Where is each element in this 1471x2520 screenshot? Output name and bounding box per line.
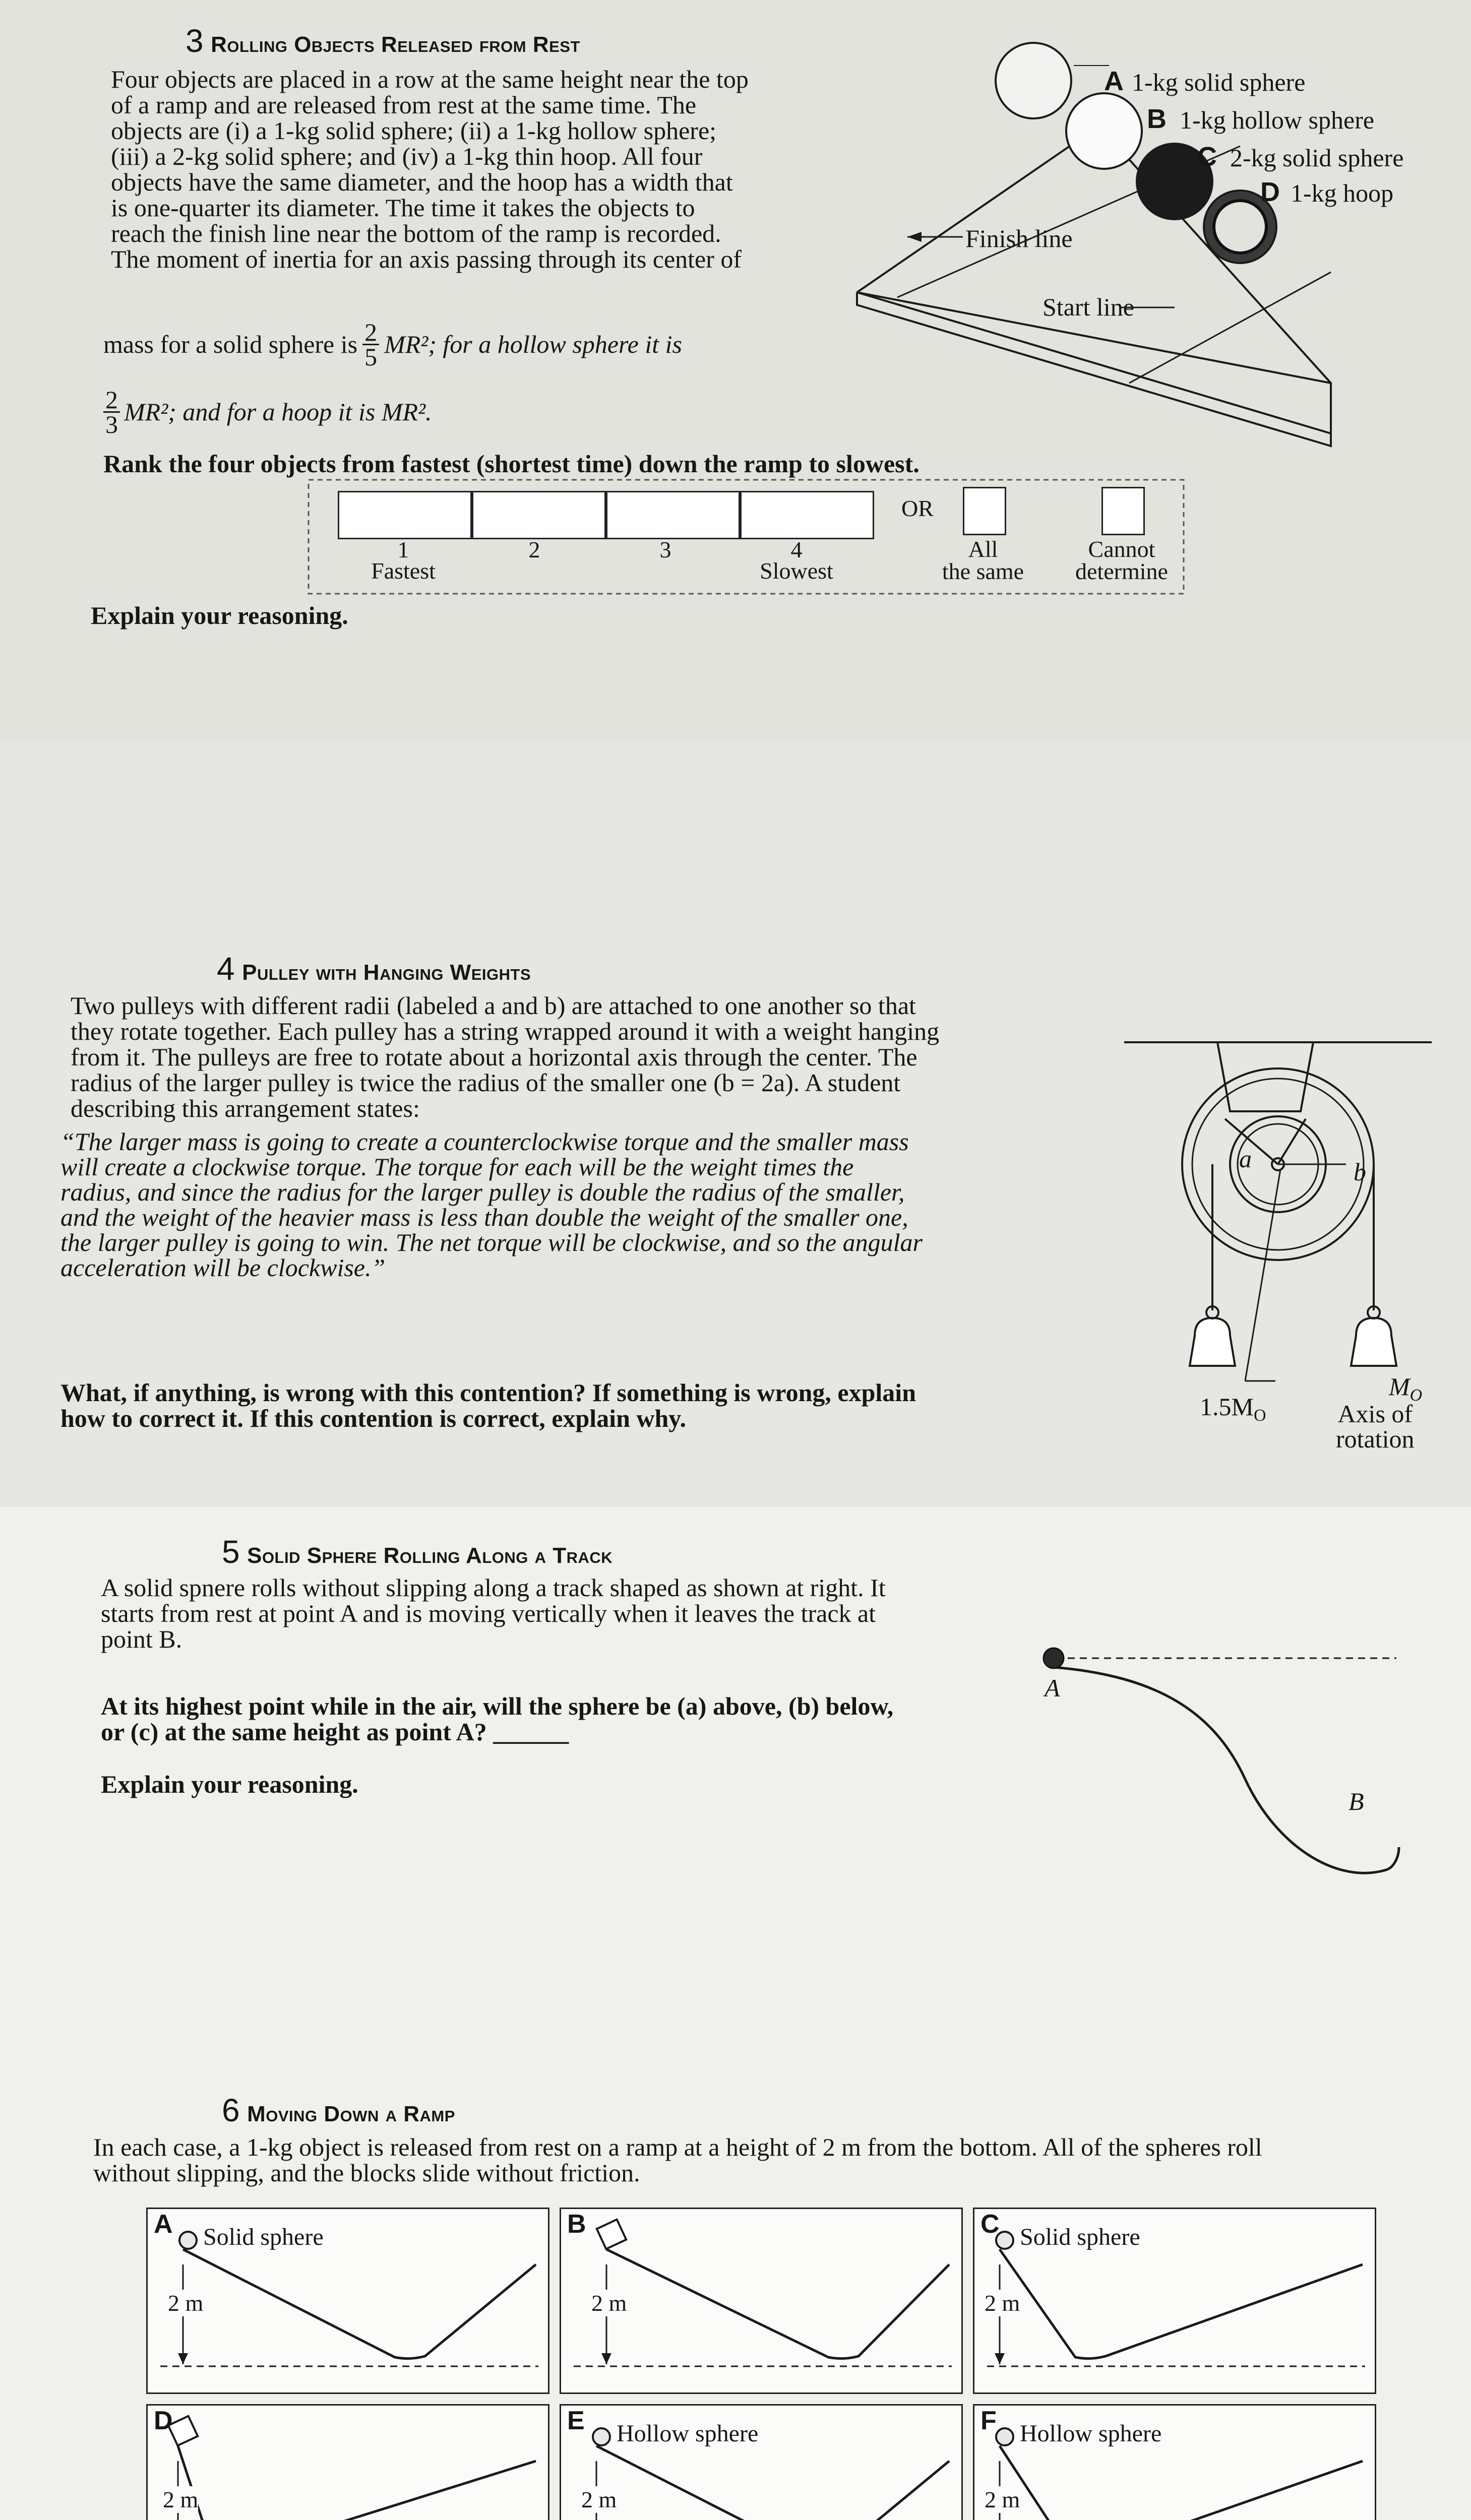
problem-6-title: 6 Moving Down a Ramp — [222, 2092, 455, 2128]
p4-line: describing this arrangement states: — [71, 1094, 420, 1122]
panel-height-label: 2 m — [581, 2487, 617, 2512]
large-radius-label: b — [1354, 1158, 1366, 1186]
ramp-panel-c — [973, 2208, 1376, 2394]
ramp-panel-d — [146, 2404, 549, 2520]
panel-letter: F — [980, 2406, 997, 2435]
point-b-label: B — [1349, 1787, 1364, 1815]
height-arrowhead — [178, 2353, 188, 2364]
left-mass-label: $1.5M_O$ — [1200, 1393, 1266, 1425]
quote-line: the larger pulley is going to win. The net torque will be clockwise, and so the angular — [60, 1228, 923, 1256]
panel-object-label: Hollow sphere — [1020, 2420, 1162, 2447]
page-section-pulley — [0, 741, 1471, 1507]
student-quote — [60, 1129, 1119, 1280]
rank-label: 2 — [528, 537, 540, 562]
hoop-label: 1-kg hoop — [1291, 179, 1394, 207]
p3-line: objects are (i) a 1-kg solid sphere; (ii) a 1-kg hollow sphere; — [111, 116, 717, 145]
p3-line: reach the finish line near the bottom of the ramp is recorded. — [111, 219, 721, 247]
p5-line: starts from rest at point A and is moving vertically when it leaves the track at — [101, 1599, 876, 1627]
sphere-object — [996, 2428, 1013, 2445]
right-mass-label: $M_O$ — [1389, 1372, 1423, 1405]
pulley-question — [60, 1380, 1119, 1431]
sphere-object — [593, 2428, 610, 2445]
small-radius-label: a — [1239, 1145, 1252, 1173]
p3-line: The moment of inertia for an axis passing through its center of — [111, 245, 742, 273]
finish-line-label: Finish line — [965, 224, 1073, 253]
panel-letter: D — [154, 2406, 173, 2435]
explain-reasoning: Explain your reasoning. — [91, 601, 348, 629]
rank-boxes — [338, 491, 874, 539]
quote-line: and the weight of the heavier mass is less than double the weight of the smaller one, — [60, 1203, 908, 1231]
solid-sphere-a — [996, 43, 1071, 118]
p3-line: objects have the same diameter, and the hoop has a width that — [111, 168, 733, 196]
all-same-box[interactable] — [963, 487, 1006, 535]
p6-line: without slipping, and the blocks slide without friction. — [93, 2159, 640, 2187]
p4-line: they rotate together. Each pulley has a string wrapped around it with a weight hanging — [71, 1017, 940, 1045]
fraction-two-thirds: 2 3 — [103, 388, 120, 436]
problem-5-title: 5 Solid Sphere Rolling Along a Track — [222, 1534, 613, 1570]
ramp-panel-e — [560, 2404, 963, 2520]
p4-line: radius of the larger pulley is twice the radius of the smaller one (b = 2a). A student — [71, 1068, 901, 1097]
panel-height-label: 2 m — [168, 2290, 204, 2316]
ranking-strip — [308, 479, 1185, 595]
panel-height-label: 2 m — [163, 2487, 199, 2512]
p4-line: from it. The pulleys are free to rotate about a horizontal axis through the center. The — [71, 1043, 917, 1071]
ramp-surface — [596, 2446, 949, 2520]
rank-box-2[interactable] — [472, 491, 606, 539]
ramp-surface — [606, 2249, 949, 2359]
rank-label: 3 — [659, 537, 671, 562]
height-arrowhead — [995, 2353, 1005, 2364]
diagram-letter-b: B — [1147, 104, 1167, 134]
track-question — [101, 1693, 1059, 1745]
rank-label: 4 — [790, 537, 803, 562]
track-diagram — [1033, 1653, 1406, 1885]
height-arrowhead — [601, 2353, 611, 2364]
moment-of-inertia-line-2: 2 3 MR²; and for a hoop it is MR². — [103, 388, 432, 436]
ranking-question: Rank the four objects from fastest (shortest time) down the ramp to slowest. — [103, 450, 920, 478]
solid-sphere-1kg-label: 1-kg solid sphere — [1132, 68, 1306, 96]
question-line: how to correct it. If this contention is correct, explain why. — [60, 1404, 687, 1432]
page-section-rolling-objects — [0, 0, 1471, 741]
problem-6-text — [93, 2134, 1454, 2186]
panel-height-label: 2 m — [591, 2290, 627, 2316]
p4-line: Two pulleys with different radii (labeled a and b) are attached to one another so that — [71, 991, 916, 1020]
explain-reasoning: Explain your reasoning. — [101, 1770, 358, 1798]
rank-box-4[interactable] — [740, 491, 874, 539]
fastest-label: Fastest — [371, 558, 436, 584]
problem-4-title: 4 Pulley with Hanging Weights — [217, 951, 531, 987]
left-weight — [1190, 1318, 1235, 1366]
hollow-sphere-b — [1066, 93, 1142, 169]
rank-label: 1 — [397, 537, 409, 562]
diagram-letter-a: A — [1104, 66, 1124, 96]
track-curve — [1054, 1667, 1399, 1873]
problem-4-text — [71, 993, 1129, 1121]
ramp-surface — [183, 2249, 536, 2359]
ramp-surface — [1000, 2249, 1363, 2359]
p3-line: of a ramp and are released from rest at the same time. The — [111, 91, 697, 119]
panel-letter: E — [567, 2406, 585, 2435]
quote-line: will create a clockwise torque. The torque for each will be the weight times the — [60, 1153, 854, 1181]
panel-height-label: 2 m — [985, 2487, 1020, 2512]
page-section-track-and-ramp — [0, 1507, 1471, 2520]
ramp-surface — [178, 2446, 536, 2520]
all-same-label: All the same — [942, 536, 1024, 584]
point-a-label: A — [1045, 1674, 1060, 1702]
rank-box-1[interactable] — [338, 491, 472, 539]
axis-of-rotation-label: Axis of rotation — [1336, 1400, 1415, 1453]
block-object — [597, 2220, 626, 2249]
panel-height-label: 2 m — [985, 2290, 1020, 2316]
p5-line: A solid spnere rolls without slipping along a track shaped as shown at right. It — [101, 1573, 886, 1602]
p5-line: point B. — [101, 1625, 182, 1653]
sphere-object — [179, 2232, 197, 2249]
start-line-label: Start line — [1043, 293, 1134, 321]
right-weight — [1351, 1318, 1396, 1366]
problem-3-title: 3 Rolling Objects Released from Rest — [186, 23, 580, 59]
cannot-determine-label: Cannot determine — [1075, 536, 1168, 584]
diagram-letter-d: D — [1260, 177, 1280, 207]
quote-line: “The larger mass is going to create a counterclockwise torque and the smaller mass — [60, 1127, 909, 1156]
p6-line: In each case, a 1-kg object is released from rest on a ramp at a height of 2 m from the bottom. All of the spheres roll — [93, 2133, 1262, 2161]
panel-letter: C — [980, 2210, 1000, 2239]
cannot-determine-box[interactable] — [1101, 487, 1145, 535]
ramp-panel-a — [146, 2208, 549, 2394]
question-line: or (c) at the same height as point A? ______ — [101, 1718, 569, 1746]
panel-object-label: Hollow sphere — [617, 2420, 759, 2447]
rank-box-3[interactable] — [606, 491, 740, 539]
ramp-surface — [1000, 2446, 1363, 2520]
panel-object-label: Solid sphere — [203, 2224, 324, 2250]
panel-object-label: Solid sphere — [1020, 2224, 1140, 2250]
solid-sphere-2kg-label: 2-kg solid sphere — [1230, 144, 1404, 172]
or-label: OR — [901, 495, 934, 521]
question-line: What, if anything, is wrong with this contention? If something is wrong, explain — [60, 1378, 916, 1407]
hollow-sphere-label: 1-kg hollow sphere — [1180, 106, 1375, 134]
question-line: At its highest point while in the air, will the sphere be (a) above, (b) below, — [101, 1692, 894, 1720]
fraction-two-fifths: 2 5 — [362, 321, 379, 368]
p3-line: is one-quarter its diameter. The time it takes the objects to — [111, 194, 695, 222]
diagram-letter-c: C — [1197, 142, 1217, 172]
problem-3-text — [111, 67, 827, 272]
moment-of-inertia-line: mass for a solid sphere is 2 5 MR²; for a hollow sphere it is — [103, 318, 682, 371]
p3-line: Four objects are placed in a row at the same height near the top — [111, 65, 749, 93]
ramp-panels — [146, 2208, 1406, 2520]
ramp-panel-b — [560, 2208, 963, 2394]
quote-line: radius, and since the radius for the larger pulley is double the radius of the smaller, — [60, 1178, 905, 1206]
ramp-drawing — [148, 2406, 551, 2520]
solid-sphere-at-a — [1044, 1648, 1064, 1668]
p3-line: (iii) a 2-kg solid sphere; and (iv) a 1-kg thin hoop. All four — [111, 142, 703, 170]
quote-line: acceleration will be clockwise.” — [60, 1253, 386, 1282]
panel-letter: A — [154, 2210, 173, 2239]
problem-5-text — [101, 1575, 1033, 1652]
ramp-panel-f — [973, 2404, 1376, 2520]
slowest-label: Slowest — [760, 558, 833, 584]
panel-letter: B — [567, 2210, 586, 2239]
